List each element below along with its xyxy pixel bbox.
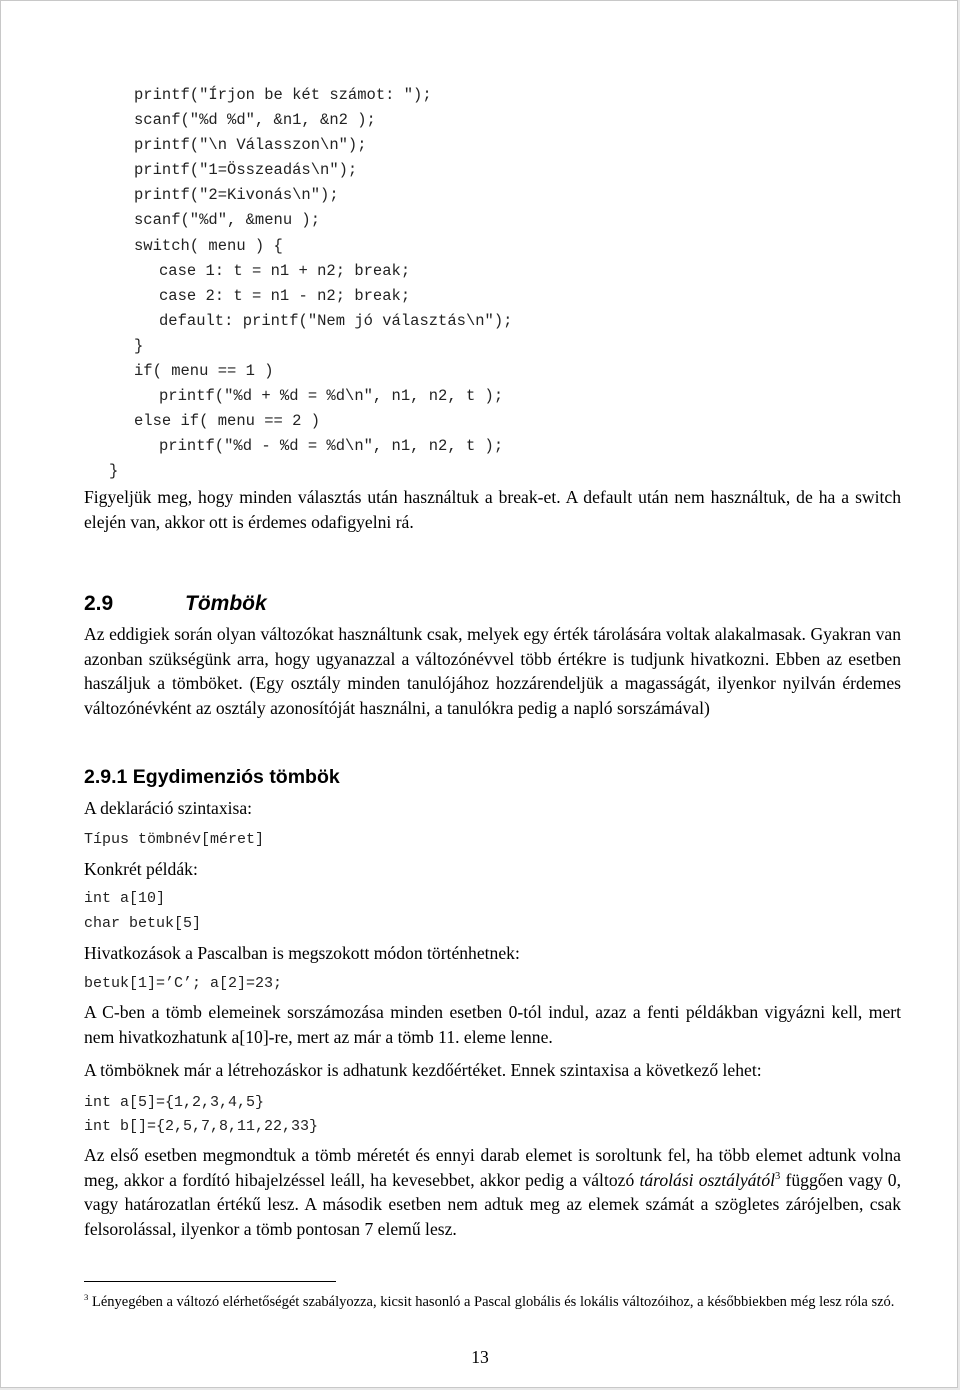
paragraph-text: Figyeljük meg, hogy minden választás után használtuk a break-et. A default után nem használtuk, de ha a switch elején van, akkor ott is érdemes odafigyelni rá. (84, 487, 901, 532)
code-line: } (134, 336, 144, 355)
footnote-reference: 3 (775, 1170, 781, 1182)
footnote (84, 1292, 901, 1313)
init-code-1: int a[5]={1,2,3,4,5} (84, 1094, 265, 1111)
paragraph-indexing (84, 1000, 901, 1049)
paragraph-text: Az eddigiek során olyan változókat használtunk csak, melyek egy érték tárolására voltak alakalmasak. Gyakran van azonban szükségünk arra, hogy ugyanazzal a változónévvel több értékre is tudjunk hivatkozni. Ebben az esetben haszáljuk a tömböket. (Egy osztály minden tanulójához hozzárendeljük a magasságát, ilyenkor nyilván érdemes változónévként az osztály azonosítóját használni, a tanulókra pedig a napló sorszámával) (84, 624, 901, 718)
page-number: 13 (471, 1347, 489, 1367)
paragraph-figyeljuk (84, 485, 901, 534)
paragraph-intro (84, 622, 901, 720)
code-line: scanf("%d %d", &n1, &n2 ); (134, 111, 376, 130)
paragraph-text: A C-ben a tömb elemeinek sorszámozása minden esetben 0-tól indul, azaz a fenti példákban vigyázni kell, mert nem hivatkozhatunk a[10]-re, mert az már a tömb 11. eleme lenne. (84, 1002, 901, 1047)
code-line: scanf("%d", &menu ); (134, 211, 321, 230)
section-heading (84, 589, 267, 619)
footnote-text: Lényegében a változó elérhetőségét szabályozza, kicsit hasonló a Pascal globális és lokális változóihoz, a későbbiekben még lesz róla szó. (88, 1294, 895, 1310)
paragraph-first-case (84, 1143, 901, 1241)
code-line: default: printf("Nem jó választás\n"); (159, 311, 513, 330)
footnote-divider (84, 1281, 336, 1282)
declaration-label: A deklaráció szintaxisa: (84, 798, 253, 818)
code-line: case 2: t = n1 - n2; break; (159, 286, 411, 305)
code-line: printf("%d + %d = %d\n", n1, n2, t ); (159, 387, 504, 406)
code-line: printf("%d - %d = %d\n", n1, n2, t ); (159, 437, 504, 456)
footnote-mark: 3 (84, 1292, 89, 1303)
section-number: 2.9 (84, 592, 114, 615)
code-line: switch( menu ) { (134, 236, 283, 255)
references-code: betuk[1]=’C’; a[2]=23; (84, 975, 283, 992)
code-line: printf("\n Válasszon\n"); (134, 136, 367, 155)
code-line: if( menu == 1 ) (134, 362, 274, 381)
paragraph-text: A tömböknek már a létrehozáskor is adhatunk kezdőértéket. Ennek szintaxisa a következő lehet: (84, 1060, 762, 1080)
emphasis: tárolási osztályától (639, 1169, 776, 1190)
paragraph-init (84, 1058, 901, 1083)
example-code-1: int a[10] (84, 890, 166, 907)
code-line: printf("1=Összeadás\n"); (134, 161, 358, 180)
code-line: else if( menu == 2 ) (134, 412, 321, 431)
init-code-2: int b[]={2,5,7,8,11,22,33} (84, 1118, 319, 1135)
references-label: Hivatkozások a Pascalban is megszokott módon történhetnek: (84, 943, 520, 963)
code-line: } (109, 462, 119, 481)
code-block (109, 83, 512, 485)
section-title: Tömbök (185, 592, 267, 615)
code-line: case 1: t = n1 + n2; break; (159, 261, 411, 280)
text-run: függően vagy 0, vagy határozatlan értékű lesz. A második esetben nem adtuk meg az elemek számát a szögletes zárójelben, csak felsorolással, ilyenkor a tömb pontosan 7 elemű lesz. (84, 1169, 901, 1239)
example-code-2: char betuk[5] (84, 915, 202, 932)
code-line: printf("2=Kivonás\n"); (134, 186, 339, 205)
code-line: printf("Írjon be két számot: "); (134, 86, 432, 104)
text-run: Az első esetben megmondtuk a tömb méretét és ennyi darab elemet is soroltunk fel, ha több elemet adtunk volna meg, akkor a fordító hibajelzéssel leáll, ha kevesebbet, akkor pedig a változó (84, 1145, 901, 1190)
subsection-heading: 2.9.1 Egydimenziós tömbök (84, 766, 340, 788)
paragraph-text (84, 1143, 901, 1241)
declaration-syntax: Típus tömbnév[méret] (84, 831, 265, 848)
examples-label: Konkrét példák: (84, 859, 198, 879)
